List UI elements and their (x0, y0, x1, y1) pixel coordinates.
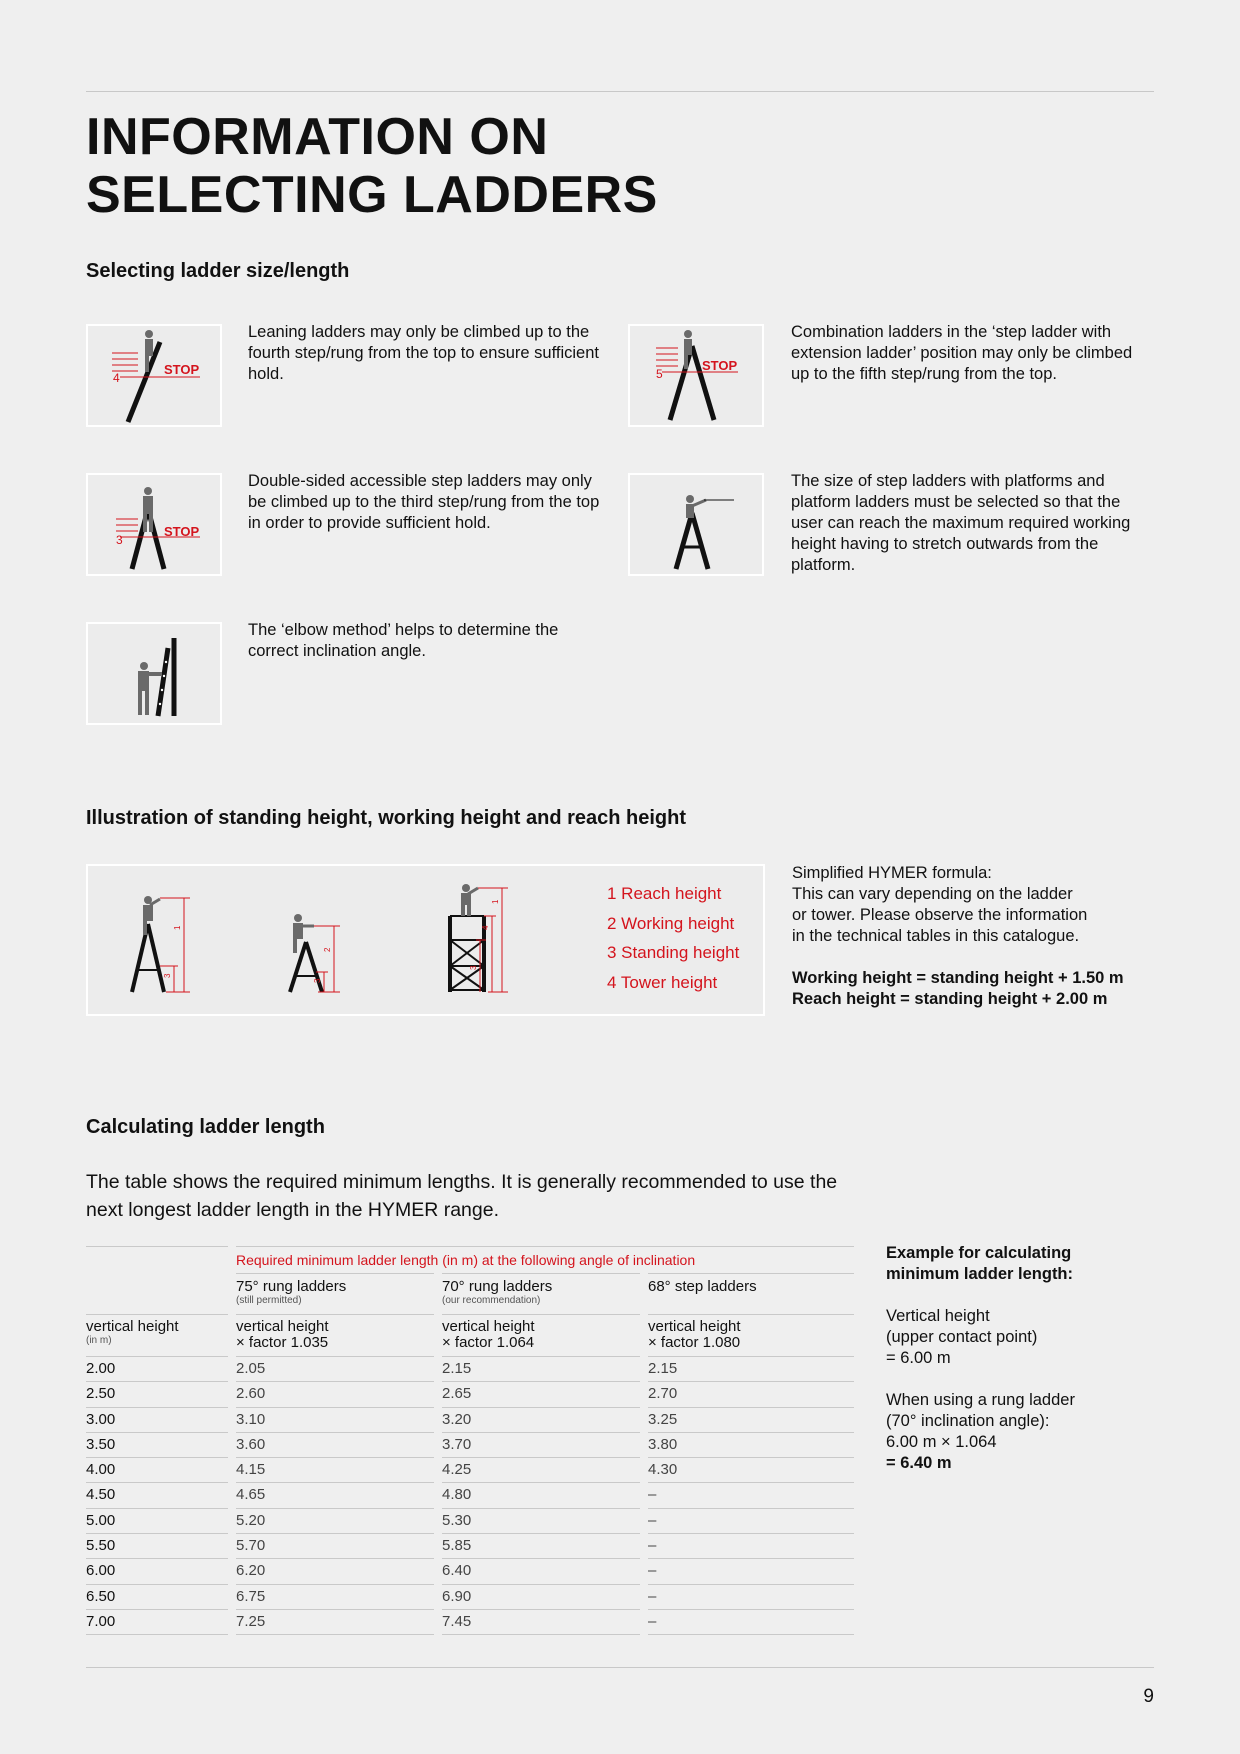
example-line-3: = 6.00 m (886, 1349, 951, 1367)
example-line-2: (upper contact point) (886, 1328, 1038, 1346)
ladder-length-cell: 5.30 (442, 1508, 640, 1533)
step-ladder-stop-3-icon (86, 473, 222, 576)
table-row (86, 1558, 854, 1583)
table-header-columns-row (86, 1273, 854, 1314)
table-row (86, 1508, 854, 1533)
vertical-height-cell: 7.00 (86, 1609, 228, 1635)
page-title-line-2: SELECTING LADDERS (86, 166, 658, 224)
top-rule (86, 91, 1154, 92)
example-line-4: When using a rung ladder (886, 1391, 1075, 1409)
table-row (86, 1584, 854, 1609)
example-heading-1: Example for calculating (886, 1244, 1072, 1262)
table-row (86, 1432, 854, 1457)
table-body (86, 1356, 854, 1635)
table-row (86, 1609, 854, 1635)
vertical-height-cell: 6.00 (86, 1558, 228, 1583)
stop-label: STOP (164, 362, 200, 377)
column-75-header: 75° rung ladders (still permitted) (236, 1273, 434, 1314)
table-row (86, 1533, 854, 1558)
legend-reach-height: 1 Reach height (607, 884, 722, 903)
vertical-height-cell: 5.00 (86, 1508, 228, 1533)
leaning-ladder-stop-4-icon (86, 324, 222, 427)
combination-ladder-stop-5-icon (628, 324, 764, 427)
ladder-length-cell: 5.85 (442, 1533, 640, 1558)
ladder-length-cell: 4.80 (442, 1482, 640, 1507)
page-title-line-1: INFORMATION ON (86, 108, 549, 166)
ladder-length-cell: – (648, 1609, 854, 1635)
ladder-length-cell: 2.60 (236, 1381, 434, 1406)
ladder-length-cell: – (648, 1584, 854, 1609)
ladder-length-cell: – (648, 1482, 854, 1507)
ladder-length-cell: 6.40 (442, 1558, 640, 1583)
stop-label: STOP (702, 358, 738, 373)
stop-step-number: 4 (113, 371, 120, 385)
ladder-length-cell: 3.10 (236, 1407, 434, 1432)
ladder-length-cell: 3.25 (648, 1407, 854, 1432)
row-header-label: vertical height (in m) (86, 1314, 228, 1356)
table-header-red-row (86, 1246, 854, 1273)
hymer-formula (792, 863, 1152, 1010)
elbow-method-text: The ‘elbow method’ helps to determine the correct inclination angle. (248, 621, 559, 660)
bottom-rule (86, 1667, 1154, 1668)
ladder-length-cell: 6.75 (236, 1584, 434, 1609)
svg-text:3: 3 (313, 978, 322, 983)
table-row (86, 1482, 854, 1507)
length-intro: The table shows the required minimum lengths. It is generally recommended to use the next longest ladder length in the HYMER range. (86, 1171, 838, 1221)
example-result: = 6.40 m (886, 1454, 952, 1472)
formula-line-4: in the technical tables in this catalogue. (792, 927, 1080, 945)
ladder-length-cell: 3.20 (442, 1407, 640, 1432)
column-70-factor: vertical height × factor 1.064 (442, 1314, 640, 1356)
stop-label: STOP (164, 524, 200, 539)
ladder-length-cell: 4.15 (236, 1457, 434, 1482)
ladder-length-cell: 5.20 (236, 1508, 434, 1533)
legend-working-height: 2 Working height (607, 913, 735, 933)
vertical-height-cell: 4.00 (86, 1457, 228, 1482)
ladder-length-table (86, 1246, 854, 1635)
heights-diagram-figures (88, 866, 528, 1014)
formula-reach-height: Reach height = standing height + 2.00 m (792, 990, 1108, 1008)
svg-text:1: 1 (491, 899, 500, 904)
platform-ladder-reach-icon (628, 473, 764, 576)
page-title (86, 108, 658, 224)
platform-ladder-text: The size of step ladders with platforms and platform ladders must be selected so that the user can reach the maximum required working height having to stretch outwards from the platform. (791, 472, 1131, 574)
vertical-height-cell: 6.50 (86, 1584, 228, 1609)
column-70-header: 70° rung ladders (our recommendation) (442, 1273, 640, 1314)
svg-text:1: 1 (173, 925, 182, 930)
svg-text:3: 3 (163, 973, 172, 978)
ladder-length-cell: 6.20 (236, 1558, 434, 1583)
formula-line-2: This can vary depending on the ladder (792, 885, 1073, 903)
ladder-length-cell: 5.70 (236, 1533, 434, 1558)
example-line-5: (70° inclination angle): (886, 1412, 1050, 1430)
svg-text:2: 2 (323, 947, 332, 952)
table-row (86, 1381, 854, 1406)
example-line-6: 6.00 m × 1.064 (886, 1433, 997, 1451)
table-header-factor-row (86, 1314, 854, 1356)
stop-step-number: 3 (116, 533, 123, 547)
ladder-length-cell: – (648, 1558, 854, 1583)
ladder-length-cell: 4.30 (648, 1457, 854, 1482)
ladder-length-cell: – (648, 1533, 854, 1558)
column-68-header: 68° step ladders (648, 1273, 854, 1314)
section-heading-size: Selecting ladder size/length (86, 260, 350, 282)
elbow-method-icon (86, 622, 222, 725)
ladder-length-cell: 3.80 (648, 1432, 854, 1457)
svg-text:4: 4 (481, 925, 490, 930)
example-heading-2: minimum ladder length: (886, 1265, 1074, 1283)
vertical-height-cell: 3.00 (86, 1407, 228, 1432)
leaning-ladder-text: Leaning ladders may only be climbed up to the fourth step/rung from the top to ensure sufficient hold. (248, 323, 599, 383)
vertical-height-cell: 5.50 (86, 1533, 228, 1558)
legend-tower-height: 4 Tower height (607, 972, 718, 992)
ladder-length-cell: 2.05 (236, 1356, 434, 1381)
table-row (86, 1457, 854, 1482)
page-number: 9 (1143, 1686, 1154, 1707)
section-heading-heights: Illustration of standing height, working height and reach height (86, 807, 687, 829)
ladder-length-cell: 2.15 (648, 1356, 854, 1381)
heights-legend (607, 879, 739, 997)
ladder-length-cell: 3.60 (236, 1432, 434, 1457)
formula-line-1: Simplified HYMER formula: (792, 864, 992, 882)
ladder-length-cell: 7.45 (442, 1609, 640, 1635)
formula-working-height: Working height = standing height + 1.50 m (792, 969, 1124, 987)
heights-illustration (86, 864, 765, 1016)
formula-line-3: or tower. Please observe the information (792, 906, 1088, 924)
vertical-height-cell: 2.50 (86, 1381, 228, 1406)
section-heading-length: Calculating ladder length (86, 1116, 325, 1138)
vertical-height-cell: 2.00 (86, 1356, 228, 1381)
column-75-factor: vertical height × factor 1.035 (236, 1314, 434, 1356)
table-row (86, 1407, 854, 1432)
ladder-length-cell: 2.15 (442, 1356, 640, 1381)
svg-text:3: 3 (469, 965, 478, 970)
calculation-example (886, 1243, 1156, 1474)
table-row (86, 1356, 854, 1381)
vertical-height-cell: 4.50 (86, 1482, 228, 1507)
ladder-length-cell: 2.65 (442, 1381, 640, 1406)
ladder-length-cell: 4.25 (442, 1457, 640, 1482)
ladder-length-cell: – (648, 1508, 854, 1533)
step-ladder-text: Double-sided accessible step ladders may only be climbed up to the third step/rung from the top in order to provide sufficient hold. (248, 472, 600, 532)
table-red-header: Required minimum ladder length (in m) at the following angle of inclination (236, 1246, 854, 1273)
column-68-factor: vertical height × factor 1.080 (648, 1314, 854, 1356)
stop-step-number: 5 (656, 367, 663, 381)
example-line-1: Vertical height (886, 1307, 990, 1325)
ladder-length-cell: 4.65 (236, 1482, 434, 1507)
ladder-length-cell: 3.70 (442, 1432, 640, 1457)
vertical-height-cell: 3.50 (86, 1432, 228, 1457)
ladder-length-cell: 6.90 (442, 1584, 640, 1609)
combination-ladder-text: Combination ladders in the ‘step ladder with extension ladder’ position may only be climbed up to the fifth step/rung from the top. (791, 323, 1133, 383)
ladder-length-cell: 7.25 (236, 1609, 434, 1635)
legend-standing-height: 3 Standing height (607, 943, 740, 962)
ladder-length-cell: 2.70 (648, 1381, 854, 1406)
